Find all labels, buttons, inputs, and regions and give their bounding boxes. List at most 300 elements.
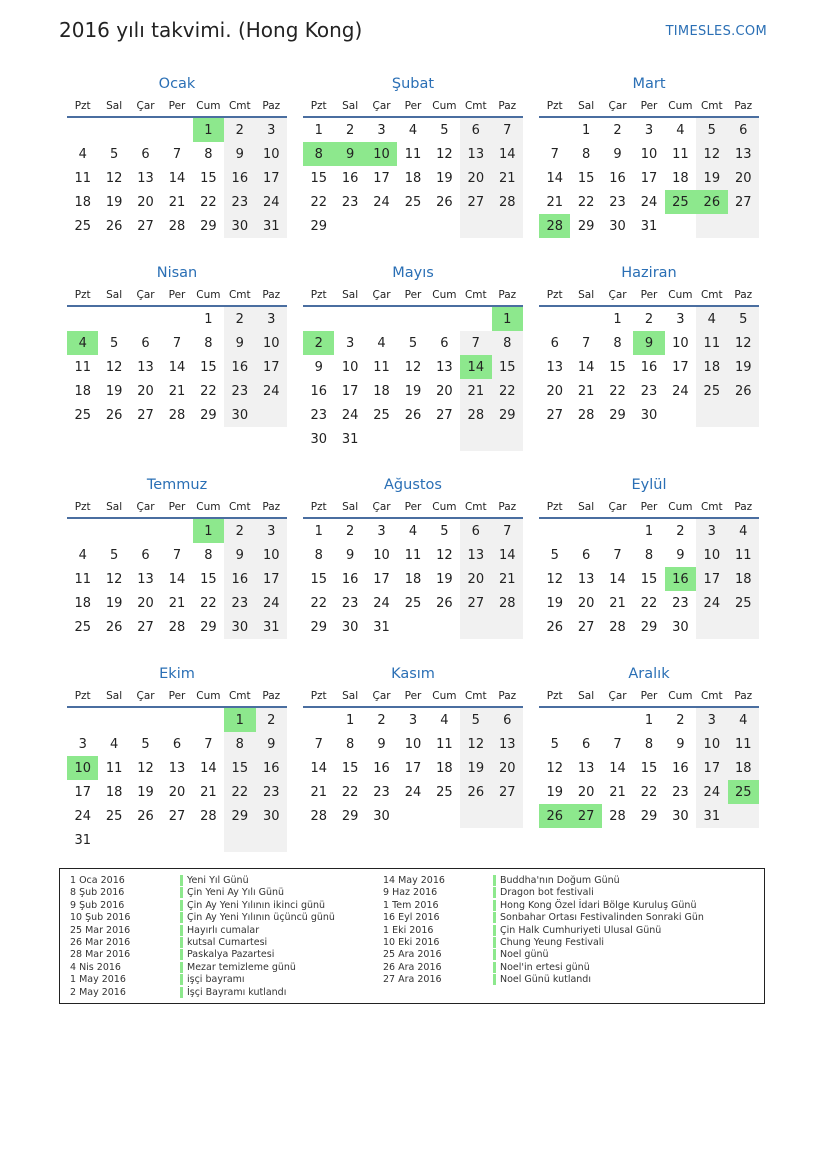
day-cell: 24 (373, 194, 390, 210)
day-cell: 29 (310, 619, 327, 635)
day-cell: 26 (460, 780, 491, 804)
empty-cell (98, 306, 129, 331)
empty-cell (98, 117, 129, 142)
day-cell: 1 (644, 523, 654, 539)
day-cell: 21 (310, 784, 327, 800)
day-cell: 19 (728, 355, 759, 379)
day-cell: 7 (172, 335, 182, 351)
empty-cell (161, 518, 192, 543)
day-cell: 10 (366, 142, 397, 166)
month-name: Ocak (158, 76, 196, 92)
weekday-header: Sal (334, 96, 365, 117)
day-cell: 25 (105, 808, 123, 824)
day-cell: 13 (436, 359, 453, 375)
weekday-header: Per (633, 497, 664, 518)
day-cell: 8 (204, 146, 213, 162)
day-cell: 2 (224, 306, 255, 331)
day-cell: 24 (256, 591, 287, 615)
month-calendar (539, 662, 759, 828)
day-cell: 9 (256, 732, 287, 756)
day-cell: 3 (377, 122, 386, 138)
day-cell: 30 (609, 218, 626, 234)
day-cell: 10 (256, 142, 287, 166)
weekday-header: Paz (492, 96, 523, 117)
holiday-row (70, 875, 335, 887)
day-cell: 3 (256, 117, 287, 142)
day-cell: 10 (672, 335, 689, 351)
day-cell: 29 (492, 403, 523, 427)
day-cell: 10 (640, 146, 658, 162)
day-cell: 29 (577, 218, 595, 234)
weekday-header: Pzt (303, 96, 334, 117)
day-cell: 13 (137, 571, 154, 587)
empty-cell (256, 403, 287, 427)
day-cell: 15 (200, 359, 217, 375)
day-cell: 26 (404, 407, 422, 423)
weekday-header: Pzt (303, 497, 334, 518)
day-cell: 13 (137, 359, 154, 375)
day-cell: 23 (224, 379, 255, 403)
holiday-row (70, 887, 335, 899)
day-cell: 24 (256, 190, 287, 214)
day-cell: 12 (728, 331, 759, 355)
weekday-header: Çar (130, 497, 161, 518)
weekday-header: Per (633, 96, 664, 117)
empty-cell (728, 615, 759, 639)
weekday-header: Cum (193, 285, 224, 306)
empty-cell (397, 615, 428, 639)
weekday-header: Sal (98, 96, 129, 117)
weekday-header: Paz (728, 497, 759, 518)
empty-cell (334, 306, 365, 331)
day-cell: 2 (377, 712, 386, 728)
day-cell: 8 (224, 732, 255, 756)
day-cell: 8 (345, 736, 355, 752)
empty-cell (539, 707, 570, 732)
day-cell: 3 (377, 523, 386, 539)
day-cell: 30 (373, 808, 390, 824)
empty-cell (98, 518, 129, 543)
day-cell: 10 (341, 359, 359, 375)
empty-cell (665, 214, 696, 238)
day-cell: 8 (644, 547, 654, 563)
day-cell: 20 (460, 567, 491, 591)
day-cell: 11 (74, 170, 91, 186)
day-cell: 20 (492, 756, 523, 780)
holiday-name: Chung Yeung Festivali (493, 937, 604, 948)
day-cell: 11 (404, 547, 422, 563)
empty-cell (429, 615, 460, 639)
day-cell: 23 (672, 784, 689, 800)
holiday-name: işçi bayramı (180, 974, 245, 985)
weekday-header: Per (397, 285, 428, 306)
month-calendar (67, 473, 287, 639)
day-cell: 18 (728, 756, 759, 780)
empty-cell (130, 707, 161, 732)
day-cell: 29 (640, 808, 658, 824)
day-cell: 17 (404, 760, 422, 776)
day-cell: 25 (696, 379, 727, 403)
day-cell: 30 (224, 214, 255, 238)
day-cell: 14 (546, 170, 563, 186)
day-cell: 31 (256, 214, 287, 238)
day-cell: 27 (436, 407, 453, 423)
holiday-date: 25 Ara 2016 (383, 949, 442, 961)
day-cell: 1 (193, 117, 224, 142)
holiday-row (383, 949, 704, 961)
weekday-header: Paz (256, 96, 287, 117)
weekday-header: Sal (334, 686, 365, 707)
day-cell: 11 (728, 543, 759, 567)
empty-cell (460, 214, 491, 238)
day-cell: 14 (609, 571, 626, 587)
day-cell: 16 (609, 170, 626, 186)
day-cell: 14 (168, 571, 186, 587)
weekday-header: Cum (193, 96, 224, 117)
day-cell: 6 (581, 736, 591, 752)
empty-cell (429, 306, 460, 331)
day-cell: 11 (373, 359, 390, 375)
day-cell: 22 (200, 194, 217, 210)
empty-cell (366, 427, 397, 451)
day-cell: 28 (168, 218, 186, 234)
day-cell: 11 (436, 736, 453, 752)
weekday-header: Cmt (460, 285, 491, 306)
day-cell: 4 (728, 518, 759, 543)
holiday-name: İşçi Bayramı kutlandı (180, 987, 286, 998)
empty-cell (366, 306, 397, 331)
day-cell: 1 (581, 122, 591, 138)
day-cell: 9 (224, 543, 255, 567)
day-cell: 22 (341, 784, 359, 800)
day-cell: 15 (310, 170, 327, 186)
brand-link[interactable]: TIMESLES.COM (665, 24, 767, 39)
weekday-header: Pzt (539, 96, 570, 117)
holiday-date: 28 Mar 2016 (70, 949, 131, 961)
day-cell: 14 (310, 760, 327, 776)
holiday-date: 4 Nis 2016 (70, 961, 121, 973)
empty-cell (602, 707, 633, 732)
holiday-row (70, 925, 335, 937)
weekday-header: Pzt (539, 285, 570, 306)
day-cell: 13 (460, 142, 491, 166)
empty-cell (539, 306, 570, 331)
day-cell: 3 (696, 518, 727, 543)
day-cell: 12 (436, 146, 453, 162)
holiday-name: Çin Ay Yeni Yılının üçüncü günü (180, 912, 335, 923)
day-cell: 9 (676, 547, 685, 563)
day-cell: 5 (408, 335, 418, 351)
holiday-name: Buddha'nın Doğum Günü (493, 875, 620, 886)
day-cell: 16 (672, 760, 689, 776)
day-cell: 10 (67, 756, 98, 780)
weekday-header: Paz (256, 497, 287, 518)
weekday-header: Paz (492, 686, 523, 707)
month-calendar (539, 72, 759, 238)
empty-cell (570, 306, 601, 331)
empty-cell (98, 707, 129, 732)
weekday-header: Cmt (696, 497, 727, 518)
holiday-name: kutsal Cumartesi (180, 937, 267, 948)
day-cell: 14 (168, 170, 186, 186)
day-cell: 21 (168, 383, 186, 399)
day-cell: 23 (672, 595, 689, 611)
day-cell: 7 (460, 331, 491, 355)
day-cell: 21 (200, 784, 217, 800)
empty-cell (130, 518, 161, 543)
empty-cell (460, 804, 491, 828)
weekday-header: Çar (366, 686, 397, 707)
weekday-header: Cum (665, 686, 696, 707)
weekday-header: Cmt (696, 686, 727, 707)
day-cell: 21 (492, 166, 523, 190)
day-cell: 9 (676, 736, 685, 752)
day-cell: 5 (109, 335, 119, 351)
month-name: Temmuz (146, 477, 208, 493)
day-cell: 10 (256, 331, 287, 355)
holiday-name: Noel'in ertesi günü (493, 962, 590, 973)
day-cell: 6 (440, 335, 449, 351)
day-cell: 27 (460, 190, 491, 214)
day-cell: 20 (137, 595, 154, 611)
day-cell: 23 (224, 591, 255, 615)
day-cell: 27 (137, 218, 154, 234)
weekday-header: Cum (193, 686, 224, 707)
empty-cell (728, 804, 759, 828)
day-cell: 20 (137, 383, 154, 399)
empty-cell (334, 214, 365, 238)
day-cell: 5 (109, 146, 119, 162)
day-cell: 12 (105, 170, 123, 186)
holiday-column-2 (383, 875, 704, 987)
day-cell: 10 (256, 543, 287, 567)
day-cell: 7 (581, 335, 591, 351)
holiday-date: 16 Eyl 2016 (383, 912, 440, 924)
holiday-date: 9 Şub 2016 (70, 899, 125, 911)
day-cell: 30 (341, 619, 359, 635)
day-cell: 12 (436, 547, 453, 563)
day-cell: 30 (256, 804, 287, 828)
weekday-header: Çar (130, 96, 161, 117)
holiday-row (383, 962, 704, 974)
day-cell: 15 (200, 170, 217, 186)
day-cell: 8 (492, 331, 523, 355)
holiday-row (383, 925, 704, 937)
holiday-date: 9 Haz 2016 (383, 887, 438, 899)
day-cell: 25 (404, 194, 422, 210)
empty-cell (665, 403, 696, 427)
weekday-header: Cum (665, 285, 696, 306)
day-cell: 31 (256, 615, 287, 639)
day-cell: 16 (640, 359, 658, 375)
day-cell: 15 (224, 756, 255, 780)
day-cell: 31 (640, 218, 658, 234)
day-cell: 3 (644, 122, 654, 138)
day-cell: 8 (613, 335, 622, 351)
day-cell: 29 (640, 619, 658, 635)
day-cell: 27 (460, 591, 491, 615)
day-cell: 19 (546, 595, 563, 611)
day-cell: 29 (310, 218, 327, 234)
day-cell: 19 (105, 595, 123, 611)
month-calendar (67, 261, 287, 427)
day-cell: 14 (460, 355, 491, 379)
day-cell: 23 (341, 595, 359, 611)
day-cell: 23 (310, 407, 327, 423)
day-cell: 5 (440, 122, 449, 138)
empty-cell (696, 403, 727, 427)
day-cell: 16 (373, 760, 390, 776)
day-cell: 20 (168, 784, 186, 800)
holiday-name: Çin Ay Yeni Yılının ikinci günü (180, 900, 325, 911)
day-cell: 9 (334, 142, 365, 166)
day-cell: 23 (256, 780, 287, 804)
day-cell: 11 (696, 331, 727, 355)
month-name: Kasım (391, 666, 435, 682)
day-cell: 27 (168, 808, 186, 824)
day-cell: 19 (546, 784, 563, 800)
month-name: Mart (632, 76, 666, 92)
day-cell: 24 (696, 591, 727, 615)
day-cell: 29 (224, 804, 255, 828)
day-cell: 17 (74, 784, 91, 800)
empty-cell (130, 117, 161, 142)
day-cell: 26 (696, 190, 727, 214)
day-cell: 25 (728, 780, 759, 804)
day-cell: 5 (440, 523, 449, 539)
day-cell: 22 (640, 784, 658, 800)
day-cell: 20 (436, 383, 453, 399)
day-cell: 18 (696, 355, 727, 379)
weekday-header: Pzt (67, 686, 98, 707)
day-cell: 7 (492, 518, 523, 543)
weekday-header: Sal (98, 497, 129, 518)
empty-cell (539, 518, 570, 543)
day-cell: 3 (696, 707, 727, 732)
day-cell: 8 (204, 547, 213, 563)
empty-cell (728, 214, 759, 238)
day-cell: 24 (74, 808, 91, 824)
day-cell: 11 (105, 760, 123, 776)
weekday-header: Cmt (224, 686, 255, 707)
day-cell: 20 (728, 166, 759, 190)
holiday-date: 26 Ara 2016 (383, 961, 442, 973)
day-cell: 14 (492, 543, 523, 567)
day-cell: 1 (193, 518, 224, 543)
empty-cell (98, 828, 129, 852)
day-cell: 12 (696, 142, 727, 166)
day-cell: 10 (373, 547, 390, 563)
month-calendar (303, 662, 523, 828)
weekday-header: Paz (728, 96, 759, 117)
day-cell: 4 (67, 331, 98, 355)
day-cell: 6 (141, 146, 150, 162)
weekday-header: Sal (570, 497, 601, 518)
day-cell: 4 (440, 712, 449, 728)
day-cell: 9 (224, 331, 255, 355)
day-cell: 8 (303, 142, 334, 166)
day-cell: 16 (256, 756, 287, 780)
day-cell: 28 (492, 591, 523, 615)
weekday-header: Per (397, 686, 428, 707)
month-calendar (539, 473, 759, 639)
empty-cell (492, 214, 523, 238)
empty-cell (193, 828, 224, 852)
weekday-header: Cmt (696, 96, 727, 117)
empty-cell (256, 828, 287, 852)
day-cell: 1 (492, 306, 523, 331)
weekday-header: Per (161, 497, 192, 518)
month-name: Eylül (631, 477, 667, 493)
day-cell: 23 (373, 784, 390, 800)
day-cell: 9 (633, 331, 664, 355)
day-cell: 16 (224, 355, 255, 379)
day-cell: 17 (672, 359, 689, 375)
page-title: 2016 yılı takvimi. (Hong Kong) (59, 18, 363, 42)
month-name: Şubat (391, 76, 435, 92)
empty-cell (728, 403, 759, 427)
empty-cell (224, 828, 255, 852)
day-cell: 10 (404, 736, 422, 752)
day-cell: 12 (404, 359, 422, 375)
day-cell: 20 (460, 166, 491, 190)
month-name: Ekim (159, 666, 195, 682)
holiday-date: 1 Oca 2016 (70, 875, 125, 886)
day-cell: 20 (577, 595, 595, 611)
weekday-header: Çar (366, 497, 397, 518)
day-cell: 25 (74, 407, 91, 423)
day-cell: 19 (460, 756, 491, 780)
day-cell: 19 (404, 383, 422, 399)
day-cell: 14 (577, 359, 595, 375)
day-cell: 28 (168, 407, 186, 423)
weekday-header: Pzt (303, 686, 334, 707)
day-cell: 18 (404, 170, 422, 186)
holiday-name: Çin Yeni Ay Yılı Günü (180, 887, 284, 898)
day-cell: 11 (728, 732, 759, 756)
weekday-header: Cum (665, 96, 696, 117)
holiday-row (383, 974, 704, 986)
holiday-row (383, 937, 704, 949)
weekday-header: Pzt (303, 285, 334, 306)
holiday-row (70, 962, 335, 974)
day-cell: 19 (696, 166, 727, 190)
month-name: Nisan (156, 265, 198, 281)
day-cell: 22 (609, 383, 626, 399)
day-cell: 21 (609, 595, 626, 611)
weekday-header: Pzt (67, 497, 98, 518)
holiday-row (383, 887, 704, 899)
weekday-header: Per (397, 497, 428, 518)
day-cell: 7 (550, 146, 559, 162)
empty-cell (429, 214, 460, 238)
day-cell: 22 (200, 383, 217, 399)
holiday-column-1 (70, 875, 335, 999)
day-cell: 27 (137, 619, 154, 635)
weekday-header: Paz (492, 285, 523, 306)
day-cell: 2 (224, 117, 255, 142)
day-cell: 17 (256, 567, 287, 591)
day-cell: 2 (644, 311, 654, 327)
day-cell: 5 (696, 117, 727, 142)
day-cell: 17 (341, 383, 359, 399)
weekday-header: Çar (130, 686, 161, 707)
day-cell: 21 (460, 379, 491, 403)
day-cell: 4 (728, 707, 759, 732)
holiday-row (383, 875, 704, 887)
day-cell: 9 (613, 146, 622, 162)
holiday-date: 27 Ara 2016 (383, 974, 442, 986)
